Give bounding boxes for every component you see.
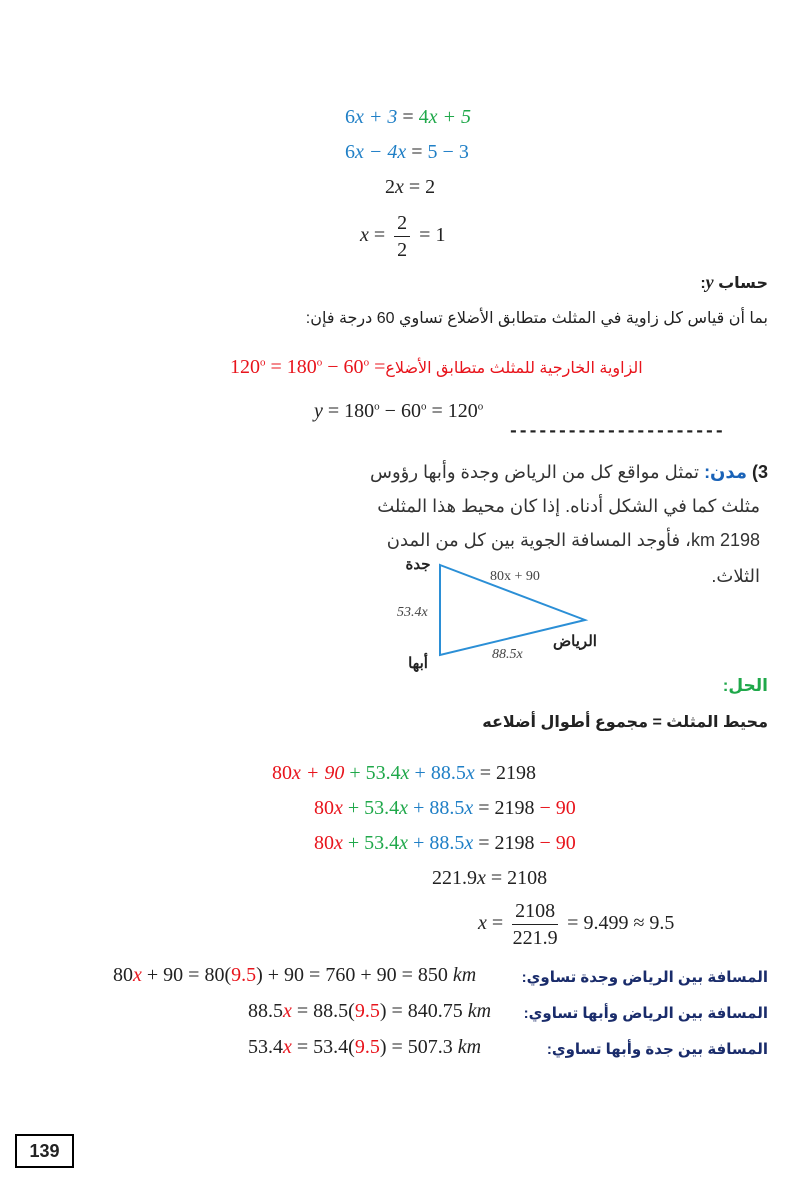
equation-4: x = $\frac{2}{2}$ = 1 [360, 212, 446, 261]
distance-eq-2: 88.5x = 88.5(9.5) = 840.75 km [248, 1000, 492, 1022]
distance-eq-3: 53.4x = 53.4(9.5) = 507.3 km [248, 1036, 482, 1058]
eq-sign: = [397, 106, 419, 128]
jeddah-label: جدة [405, 556, 431, 573]
triangle-figure [380, 550, 620, 680]
side-bottom-label: 88.5x [492, 647, 523, 662]
solution-eq-5: x = $\frac{2108}{221.9}$ = 9.499 ≈ 9.5 [478, 900, 675, 949]
problem-line-2: مثلث كما في الشكل أدناه. إذا كان محيط هذا المثلث [377, 496, 760, 516]
eq-term: 6x − 4x [345, 141, 407, 163]
eq-term: 4x + 5 [418, 106, 472, 128]
page-number-box [15, 1134, 74, 1168]
equation-1 [345, 106, 471, 129]
equation-3: 2x = 2 [385, 176, 436, 198]
eq-term: 6x + 3 [345, 106, 398, 128]
solution-label: الحل: [722, 676, 768, 695]
perimeter-definition: محيط المثلث = مجموع أطوال أضلاعه [482, 714, 768, 731]
solution-eq-3: 80x + 53.4x + 88.5x = 2198 − 90 [314, 832, 576, 854]
problem-line-1: 3) مدن: تمثل مواقع كل من الرياض وجدة وأبها رؤوس [369, 462, 768, 482]
distance-label-3: المسافة بين جدة وأبها تساوي: [546, 1041, 768, 1058]
distance-eq-1: 80x + 90 = 80(9.5) + 90 = 760 + 90 = 850 km [113, 964, 477, 986]
distance-label-2: المسافة بين الرياض وأبها تساوي: [523, 1005, 768, 1022]
side-left-label: 53.4x [397, 605, 428, 620]
side-top-label: 80x + 90 [490, 569, 540, 584]
y-statement: بما أن قياس كل زاوية في المثلث متطابق الأضلاع تساوي 60 درجة فإن: [305, 310, 768, 327]
solution-eq-4: 221.9x = 2108 [432, 867, 548, 889]
fraction: $\frac{2}{2}$ [394, 210, 410, 263]
problem-line-4: الثلاث. [711, 566, 760, 586]
distance-label-1: المسافة بين الرياض وجدة تساوي: [521, 969, 768, 986]
exterior-angle-line: $120^o = 180^o - 60^o$ =الزاوية الخارجية للمثلث متطابق الأضلاع [230, 356, 643, 378]
page-number: 139 [29, 1140, 60, 1161]
solution-eq-2: 80x + 53.4x + 88.5x = 2198 − 90 [314, 797, 576, 819]
equation-2 [345, 141, 469, 164]
fraction: $\frac{2108}{221.9}$ [512, 900, 558, 949]
dashed-separator: ---------------------- [508, 422, 724, 442]
y-heading: حساب y: [700, 272, 768, 292]
abha-label: أبها [408, 655, 428, 672]
solution-eq-1: 80x + 90 + 53.4x + 88.5x = 2198 [272, 762, 536, 784]
y-equation: $y = 180^o - 60^o = 120^o$ [314, 400, 484, 422]
eq-term: 5 − 3 [427, 141, 469, 163]
problem-line-3: 2198 km، فأوجد المسافة الجوية بين كل من المدن [386, 530, 760, 550]
eq-sign: = [406, 141, 428, 163]
riyadh-label: الرياض [553, 633, 597, 650]
